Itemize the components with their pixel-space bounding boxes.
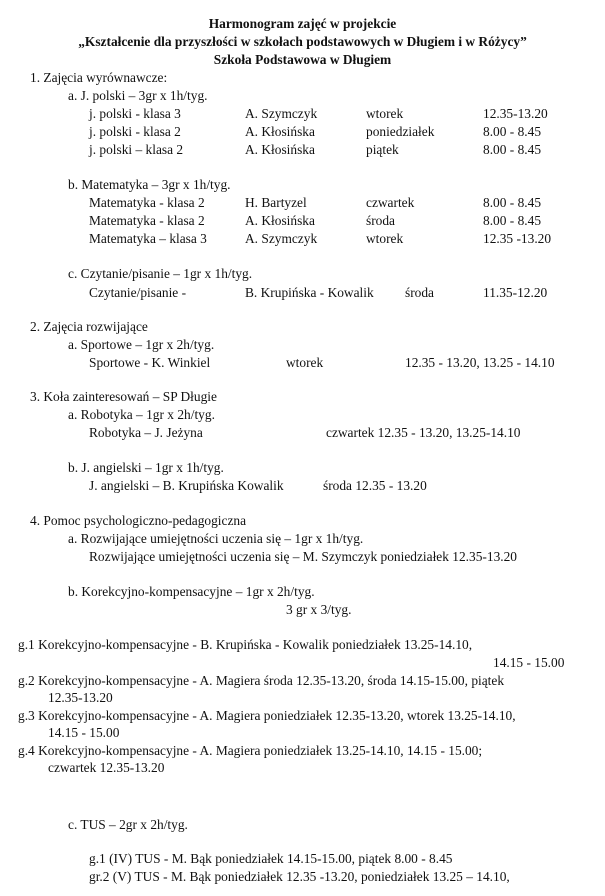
section-4-title: 4. Pomoc psychologiczno-pedagogiczna — [30, 513, 247, 528]
row-time: 8.00 - 8.45 — [483, 142, 542, 157]
row-teacher: A. Szymczyk — [245, 231, 318, 246]
document-title: Harmonogram zajęć w projekcie — [208, 16, 397, 31]
row-subject: j. polski - klasa 2 — [89, 124, 181, 139]
group-4-line-1: g.4 Korekcyjno-kompensacyjne - A. Magiera poniedziałek 13.25-14.10, 14.15 - 15.00; — [18, 743, 483, 758]
section-3b-title: b. J. angielski – 1gr x 1h/tyg. — [68, 460, 224, 475]
row-day: wtorek — [286, 355, 324, 370]
row-time: 12.35-13.20 — [483, 106, 548, 121]
row-teacher: A. Kłosińska — [245, 213, 315, 228]
row-subject: Sportowe - K. Winkiel — [89, 355, 211, 370]
row-day: środa — [366, 213, 396, 228]
group-3-line-1: g.3 Korekcyjno-kompensacyjne - A. Magiera poniedziałek 12.35-13.20, wtorek 13.25-14.10, — [18, 708, 516, 723]
group-1-line-1: g.1 Korekcyjno-kompensacyjne - B. Krupińska - Kowalik poniedziałek 13.25-14.10, — [18, 637, 473, 652]
row-day: poniedziałek — [366, 124, 435, 139]
section-2a-title: a. Sportowe – 1gr x 2h/tyg. — [68, 337, 215, 352]
section-4b-title: b. Korekcyjno-kompensacyjne – 1gr x 2h/tyg. — [68, 584, 315, 599]
section-4a-title: a. Rozwijające umiejętności uczenia się – 1gr x 1h/tyg. — [68, 531, 364, 546]
row-subject: j. polski - klasa 3 — [89, 106, 181, 121]
row-day: wtorek — [366, 106, 404, 121]
section-1c-title: c. Czytanie/pisanie – 1gr x 1h/tyg. — [68, 266, 253, 281]
row-schedule: środa 12.35 - 13.20 — [323, 478, 427, 493]
row-time: 8.00 - 8.45 — [483, 124, 542, 139]
row-teacher: B. Krupińska - Kowalik — [245, 285, 374, 300]
project-name: „Kształcenie dla przyszłości w szkołach podstawowych w Długiem i w Różycy” — [78, 34, 527, 49]
row-time: 12.35 - 13.20, 13.25 - 14.10 — [405, 355, 555, 370]
row-teacher: A. Szymczyk — [245, 106, 318, 121]
row-day: czwartek — [366, 195, 415, 210]
section-4c-title: c. TUS – 2gr x 2h/tyg. — [68, 817, 188, 832]
tus-group-2: gr.2 (V) TUS - M. Bąk poniedziałek 12.35 -13.20, poniedziałek 13.25 – 14.10, — [89, 869, 510, 884]
row-teacher: A. Kłosińska — [245, 142, 315, 157]
section-3a-title: a. Robotyka – 1gr x 2h/tyg. — [68, 407, 215, 422]
section-1a-title: a. J. polski – 3gr x 1h/tyg. — [68, 88, 208, 103]
row-day: wtorek — [366, 231, 404, 246]
section-3-title: 3. Koła zainteresowań – SP Długie — [30, 389, 217, 404]
section-2-title: 2. Zajęcia rozwijające — [30, 319, 148, 334]
school-name: Szkoła Podstawowa w Długiem — [213, 52, 392, 67]
section-1b-title: b. Matematyka – 3gr x 1h/tyg. — [68, 177, 231, 192]
row-time: 11.35-12.20 — [483, 285, 548, 300]
row-subject: Matematyka – klasa 3 — [89, 231, 207, 246]
row-time: 8.00 - 8.45 — [483, 195, 542, 210]
row-day: piątek — [366, 142, 399, 157]
row-teacher: A. Kłosińska — [245, 124, 315, 139]
row-teacher: H. Bartyzel — [245, 195, 307, 210]
group-4-line-2: czwartek 12.35-13.20 — [48, 760, 165, 775]
section-1-title: 1. Zajęcia wyrównawcze: — [30, 70, 168, 85]
row-subject: j. polski – klasa 2 — [89, 142, 184, 157]
group-2-line-1: g.2 Korekcyjno-kompensacyjne - A. Magiera środa 12.35-13.20, środa 14.15-15.00, piątek — [18, 673, 505, 688]
row-subject: Matematyka - klasa 2 — [89, 213, 205, 228]
row-schedule: czwartek 12.35 - 13.20, 13.25-14.10 — [326, 425, 521, 440]
row-time: 8.00 - 8.45 — [483, 213, 542, 228]
group-2-line-2: 12.35-13.20 — [48, 690, 113, 705]
row-day: środa — [405, 285, 435, 300]
tus-group-1: g.1 (IV) TUS - M. Bąk poniedziałek 14.15-15.00, piątek 8.00 - 8.45 — [89, 851, 453, 866]
group-1-line-2: 14.15 - 15.00 — [493, 655, 565, 670]
row-time: 12.35 -13.20 — [483, 231, 552, 246]
section-4a-row: Rozwijające umiejętności uczenia się – M. Szymczyk poniedziałek 12.35-13.20 — [89, 549, 517, 564]
row-subject: Robotyka – J. Jeżyna — [89, 425, 203, 440]
section-4b-subtitle: 3 gr x 3/tyg. — [286, 602, 352, 617]
row-subject: Czytanie/pisanie - — [89, 285, 187, 300]
row-subject: J. angielski – B. Krupińska Kowalik — [89, 478, 284, 493]
group-3-line-2: 14.15 - 15.00 — [48, 725, 120, 740]
row-subject: Matematyka - klasa 2 — [89, 195, 205, 210]
